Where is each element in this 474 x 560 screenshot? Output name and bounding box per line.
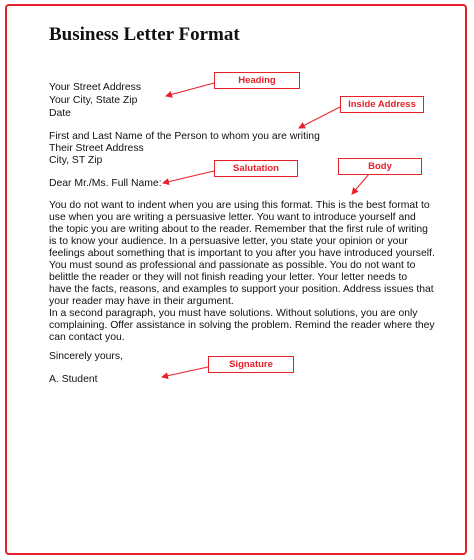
body-line: your reader may have in their argument. xyxy=(49,296,234,307)
page-title: Business Letter Format xyxy=(49,24,240,45)
salutation-arrow xyxy=(163,171,214,183)
body-line: is to know your audience. In a persuasive letter, you state your opinion or your xyxy=(49,236,408,247)
body-line: have the facts, reasons, and examples to support your position. Address issues that xyxy=(49,284,434,295)
inside-address-label: Inside Address xyxy=(340,96,424,113)
signature-arrow xyxy=(162,367,208,377)
inside-address-arrow xyxy=(299,107,340,128)
inside-address-line: City, ST Zip xyxy=(49,155,103,166)
heading-line: Your City, State Zip xyxy=(49,95,138,106)
body-line: You do not want to indent when you are using this format. This is the best format to xyxy=(49,200,430,211)
signature-line: A. Student xyxy=(49,374,98,385)
inside-address-line: First and Last Name of the Person to whom you are writing xyxy=(49,131,320,142)
heading-label: Heading xyxy=(214,72,300,89)
inside-address-line: Their Street Address xyxy=(49,143,144,154)
body-line: can contact you. xyxy=(49,332,125,343)
body-line: the topic you are writing about to the reader. Remember that the first rule of writing xyxy=(49,224,428,235)
body-line: feelings about something that is important to you after you have introduced yourself. xyxy=(49,248,435,259)
body-line: complaining. Offer assistance in solving the problem. Remind the reader where they xyxy=(49,320,435,331)
salutation-line: Dear Mr./Ms. Full Name: xyxy=(49,178,162,189)
heading-arrow xyxy=(166,83,214,96)
signature-label: Signature xyxy=(208,356,294,373)
body-label: Body xyxy=(338,158,422,175)
body-line: You must sound as professional and passionate as possible. You do not want to xyxy=(49,260,416,271)
heading-line: Date xyxy=(49,108,71,119)
body-line: use when you are writing a persuasive letter. You want to introduce yourself and xyxy=(49,212,416,223)
closing-line: Sincerely yours, xyxy=(49,351,123,362)
body-line: belittle the reader or they will not finish reading your letter. Your letter needs to xyxy=(49,272,408,283)
salutation-label: Salutation xyxy=(214,160,298,177)
heading-line: Your Street Address xyxy=(49,82,142,93)
body-line: In a second paragraph, you must have solutions. Without solutions, you are only xyxy=(49,308,418,319)
body-arrow xyxy=(352,174,369,194)
